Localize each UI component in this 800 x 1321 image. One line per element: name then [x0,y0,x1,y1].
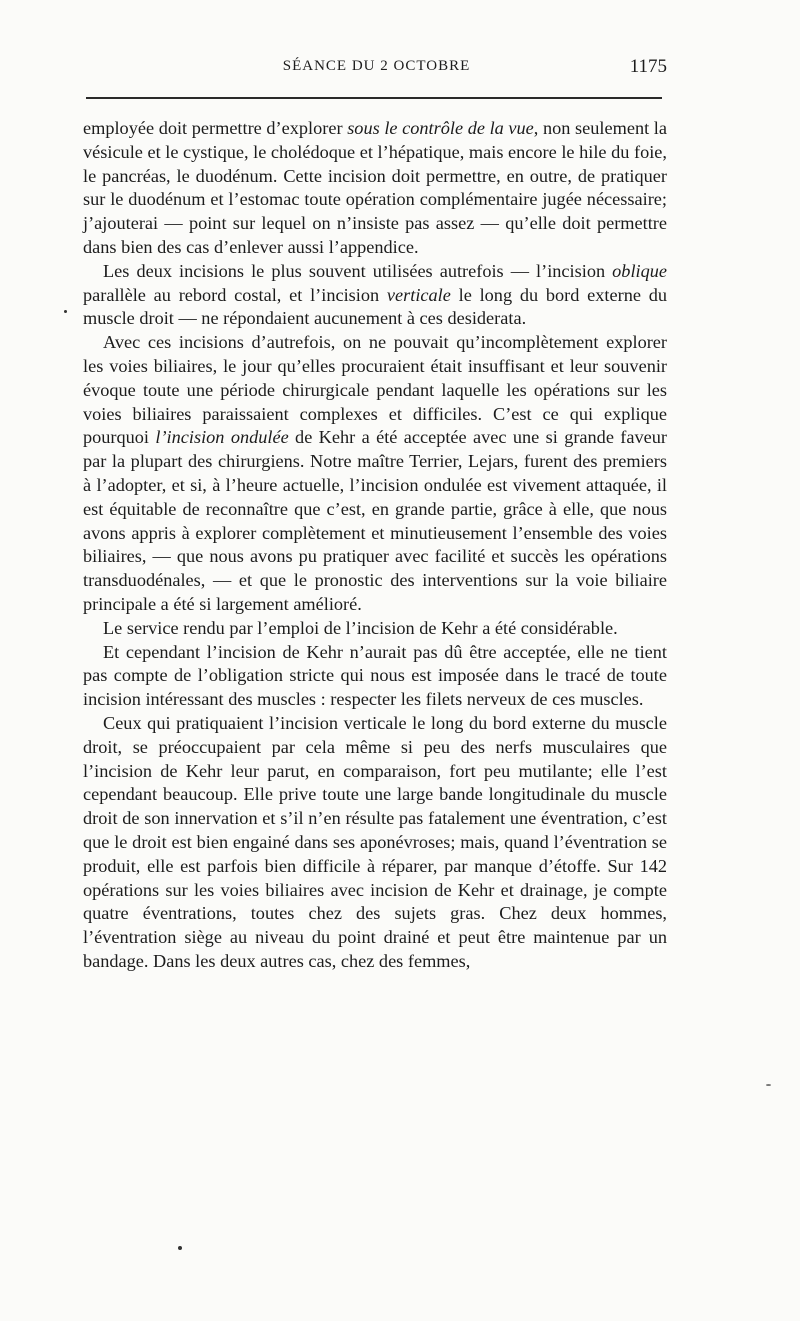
paragraph-5: Et cependant l’incision de Kehr n’aurait pas dû être acceptée, elle ne tient pas compte de l’obligation stricte qui nous est imposée dans le tracé de toute incision intéressant des muscles : respecter les filets nerveux de ces muscles. [83,641,667,710]
body-text [83,117,667,974]
paragraph-2 [83,260,667,331]
paragraph-1 [83,117,667,260]
paragraph-3-italic-a: l’incision ondulée [155,427,289,448]
header-rule [86,97,662,99]
page-number: 1175 [629,56,667,77]
paragraph-2-text-a: Les deux incisions le plus souvent utilisées autrefois — l’incision [103,260,613,281]
paragraph-2-text-b: parallèle au rebord costal, et l’incision [83,284,387,305]
paragraph-3 [83,331,667,617]
paragraph-2-italic-a: oblique [612,260,667,281]
paragraph-2-text-c: le long du bord externe du muscle droit — ne répondaient aucunement à ces desiderata. [83,284,667,329]
paragraph-1-text-b: , non seulement la vésicule et le cystique, le cholédoque et l’hépatique, mais encore le hile du foie, le pancréas, le duodénum. Cette incision doit permettre, en outre, de pratiquer sur le duodénum et l’estomac toute opération complémentaire jugée nécessaire; j’ajouterai — point sur lequel on n’insiste pas assez — qu’elle doit permettre dans bien des cas d’enlever aussi l’appendice. [83,118,667,257]
paper-speck [178,1246,182,1250]
paper-speck [766,1084,771,1086]
running-head [86,58,667,86]
running-title: SÉANCE DU 2 OCTOBRE [282,58,471,74]
paragraph-4: Le service rendu par l’emploi de l’incision de Kehr a été considérable. [103,617,618,638]
paragraph-6: Ceux qui pratiquaient l’incision verticale le long du bord externe du muscle droit, se préoccupaient par cela même si peu des nerfs musculaires que l’incision de Kehr leur parut, en comparaison, fort peu mutilante; elle l’est cependant beaucoup. Elle prive toute une large bande longitudinale du muscle droit de son innervation et s’il n’en résulte pas fatalement une éventration, c’est que le droit est bien engainé dans ses aponévroses; mais, quand l’éventration se produit, elle est parfois bien difficile à réparer, par manque d’étoffe. Sur 142 opérations sur les voies biliaires avec incision de Kehr et drainage, je compte quatre éventrations, toutes chez des sujets gras. Chez deux hommes, l’éventration siège au niveau du point drainé et peut être maintenue par un bandage. Dans les deux autres cas, chez des femmes, [83,712,667,971]
paragraph-3-text-b: de Kehr a été acceptée avec une si grande faveur par la plupart des chirurgiens. Notre maître Terrier, Lejars, furent des premiers à l’adopter, et si, à l’heure actuelle, l’incision ondulée est vivement attaquée, il est équitable de reconnaître que c’est, en grande partie, grâce à elle, que nous avons appris à explorer complètement et minutieusement l’ensemble des voies biliaires, — que nous avons pu pratiquer avec facilité et succès les opérations transduodénales, — et que le pronostic des interventions sur la voie biliaire principale a été si largement amélioré. [83,427,667,614]
paragraph-1-text-a: employée doit permettre d’explorer [83,118,348,138]
paragraph-2-italic-b: verticale [386,284,451,305]
paragraph-1-italic-a: sous le contrôle de la vue [347,118,534,138]
paper-speck [64,310,67,313]
paragraph-3-text-a: Avec ces incisions d’autrefois, on ne pouvait qu’incomplètement explorer les voies biliaires, le jour qu’elles procuraient était insuffisant et leur souvenir évoque toute une période chirurgicale pendant laquelle les opérations sur les voies biliaires paraissaient complexes et difficiles. C’est ce qui explique pourquoi [83,332,667,448]
